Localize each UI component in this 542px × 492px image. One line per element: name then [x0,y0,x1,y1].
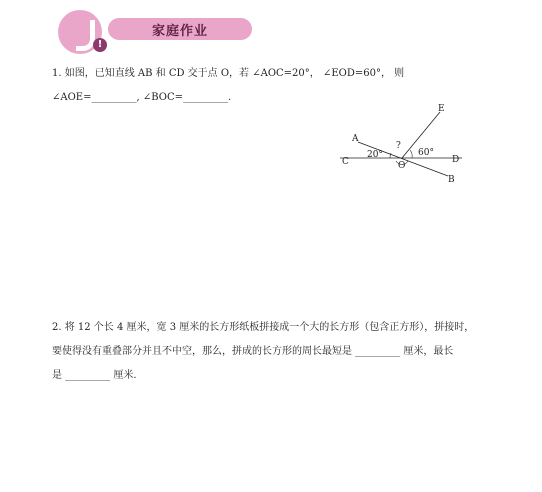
unknown-angle-label: ? [396,141,401,151]
question-1-line-1: 1. 如图，已知直线 AB 和 CD 交于点 O，若 ∠AOC=20°， ∠EOD=60°， 则 [52,68,405,79]
label-o: O [398,161,406,171]
angle-figure [340,100,470,190]
question-2-line-1: 2. 将 12 个长 4 厘米，宽 3 厘米的长方形纸板拼接成一个大的长方形（包含正方形），拼接时， [52,322,475,333]
homework-header [52,4,272,56]
label-b: B [448,175,455,185]
label-c: C [342,157,349,167]
angle-aoc-label: 20° [367,150,383,160]
exclamation-icon: ! [93,38,107,52]
arc-eod [410,150,412,158]
label-e: E [438,104,445,114]
angle-eod-label: 60° [418,148,434,158]
question-2-line-3: 是 _________ 厘米. [52,370,137,381]
label-a: A [352,134,359,144]
label-d: D [452,155,460,165]
question-1-line-2: ∠AOE=_________, ∠BOC=_________. [52,92,232,103]
section-title: 家庭作业 [152,24,209,39]
question-2-line-2: 要使得没有重叠部分并且不中空，那么，拼成的长方形的周长最短是 _________ 厘米，最长 [52,346,454,357]
question-2 [52,316,482,388]
